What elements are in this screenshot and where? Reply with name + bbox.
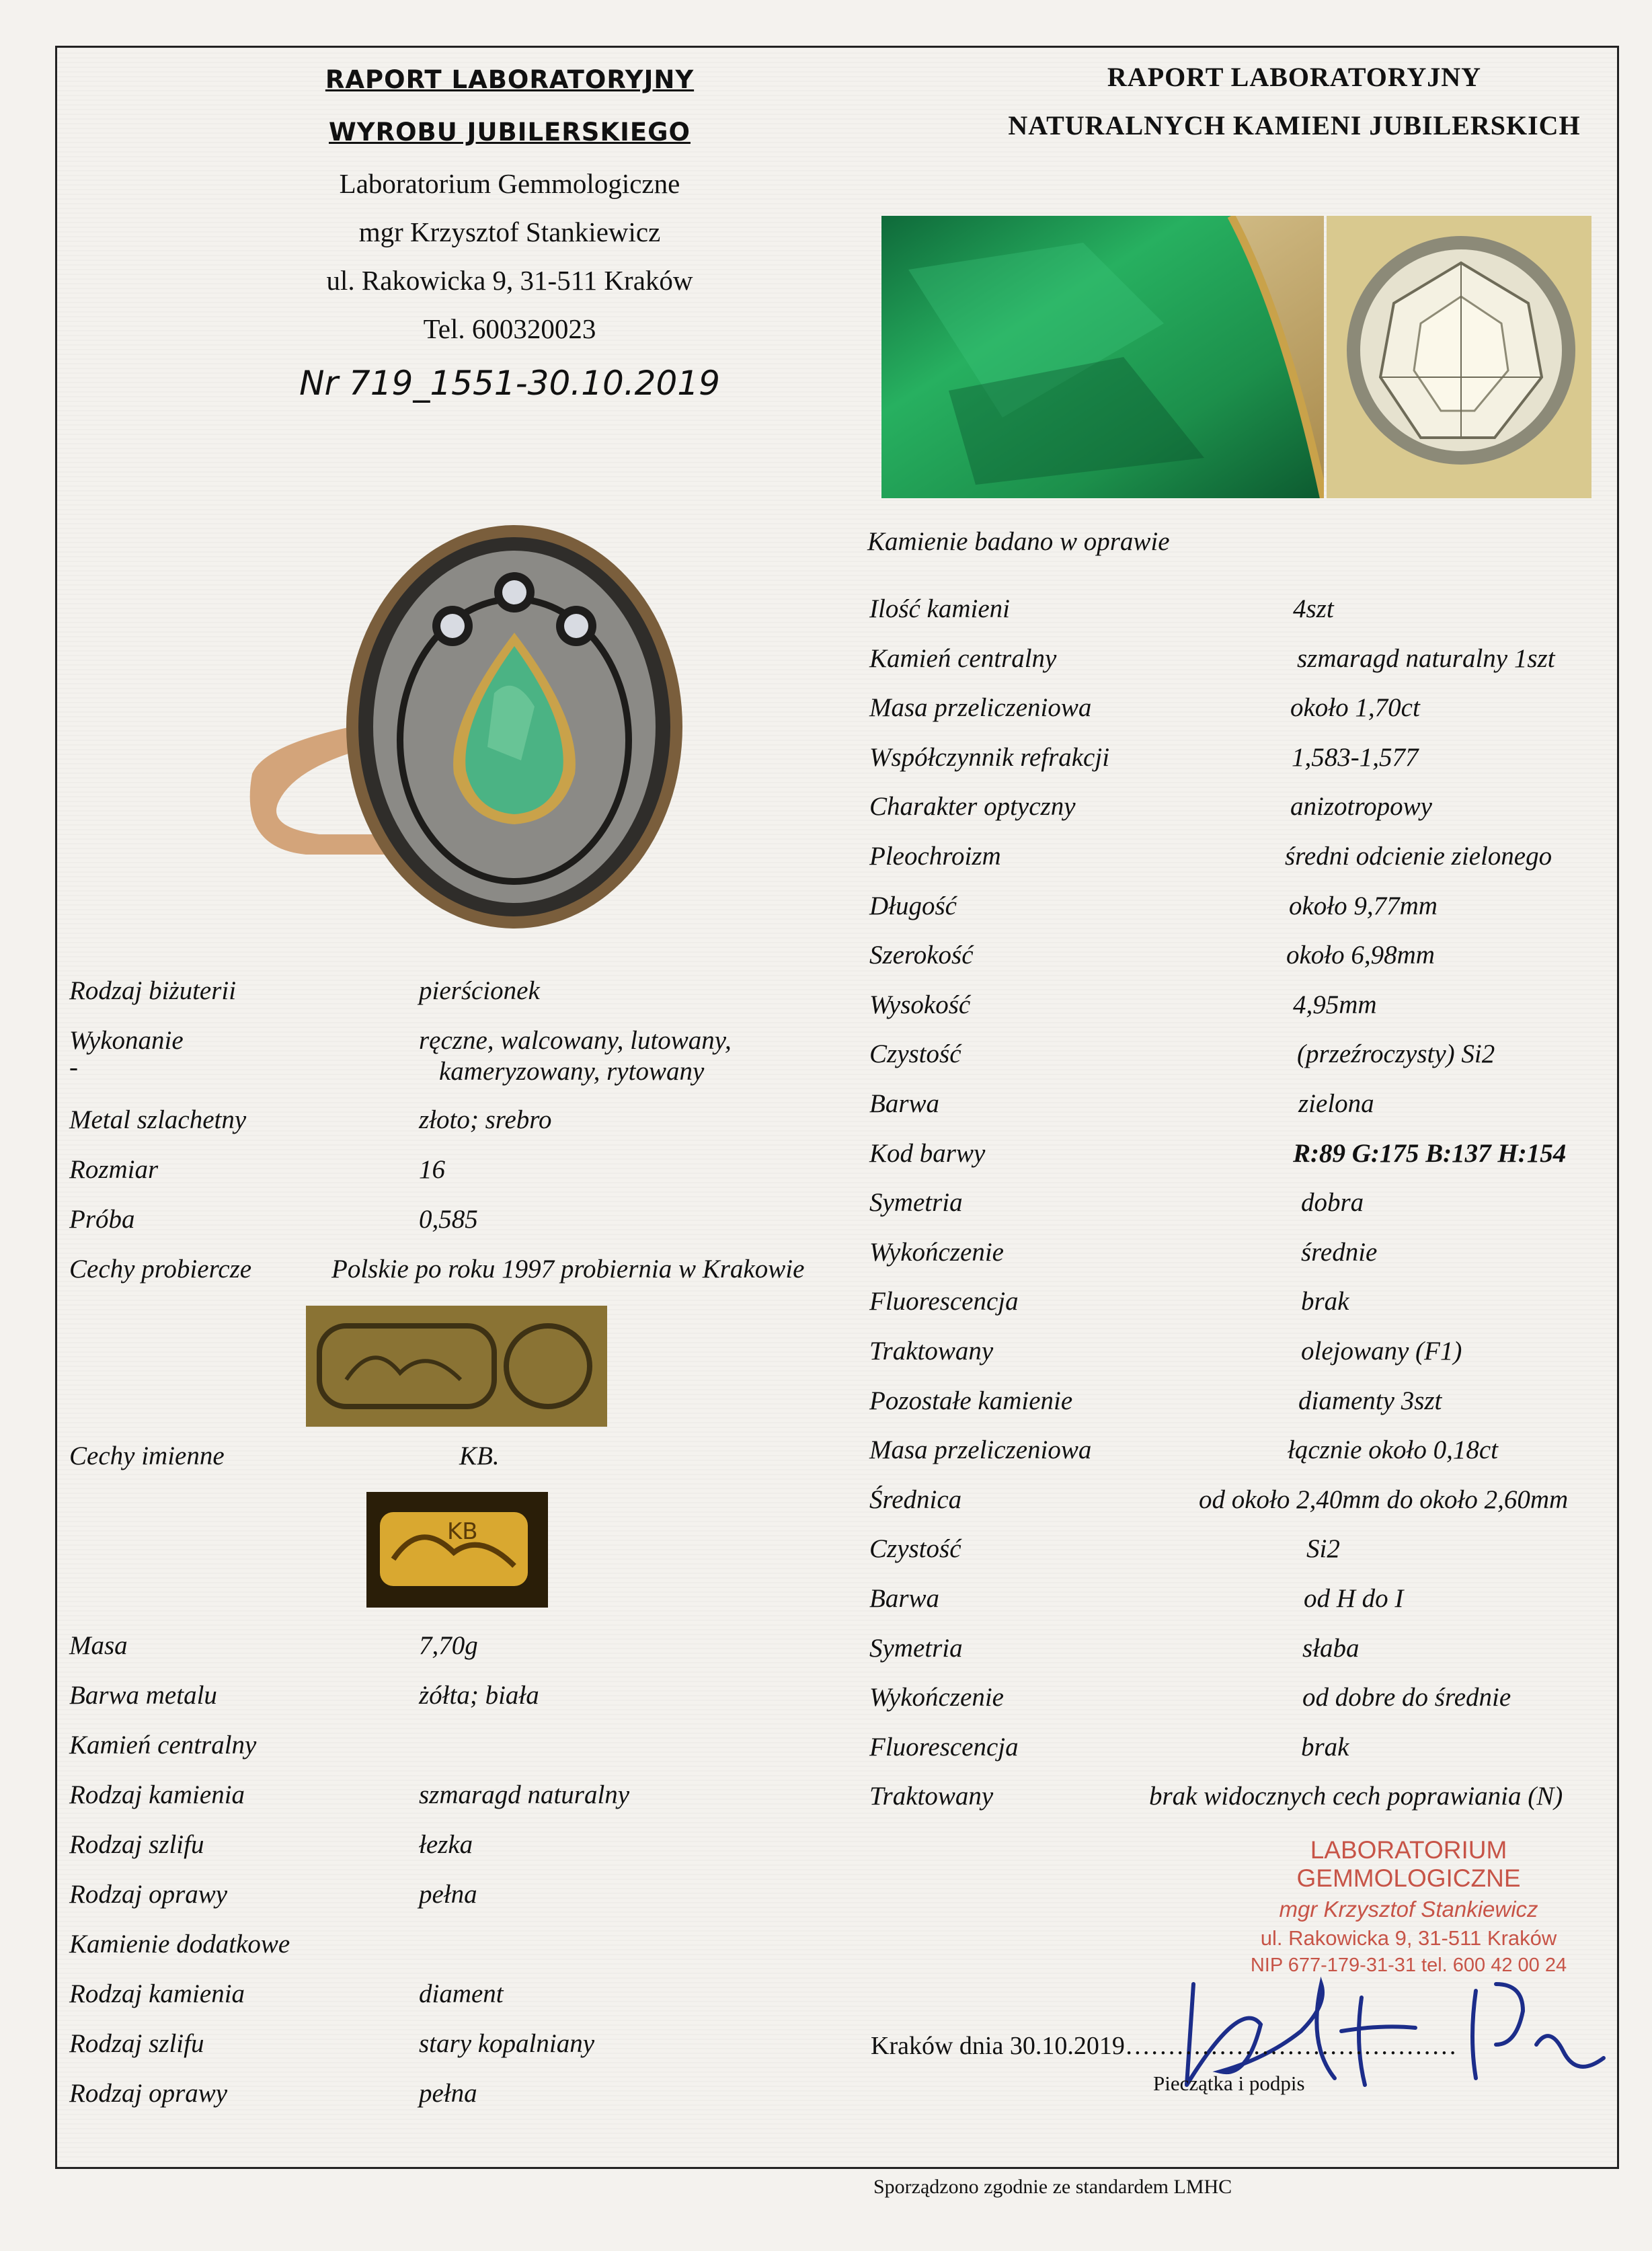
field-value: anizotropowy xyxy=(1290,792,1432,821)
field-label: Czystość xyxy=(869,1534,961,1563)
field-label: Pozostałe kamienie xyxy=(869,1386,1073,1415)
field-label: Barwa xyxy=(869,1584,940,1613)
field-label: Barwa metalu xyxy=(69,1681,217,1710)
field-label: Pleochroizm xyxy=(869,842,1001,871)
stamp-line3: ul. Rakowicka 9, 31-511 Kraków xyxy=(1260,1926,1557,1950)
field-value: szmaragd naturalny xyxy=(419,1780,630,1809)
field-value: KB. xyxy=(459,1442,500,1470)
field-value: złoto; srebro xyxy=(419,1105,552,1134)
place-date: Kraków dnia 30.10.2019 xyxy=(871,2032,1125,2060)
lab-phone: Tel. 600320023 xyxy=(423,313,596,344)
field-label: Traktowany xyxy=(869,1782,994,1811)
field-label: Rodzaj oprawy xyxy=(69,1880,228,1909)
field-value: pełna xyxy=(419,2079,477,2108)
field-label: Metal szlachetny xyxy=(69,1105,247,1134)
maker-mark-photo xyxy=(366,1492,548,1608)
field-label: Wysokość xyxy=(869,990,971,1019)
field-label: Ilość kamieni xyxy=(869,594,1011,623)
field-value: żółta; biała xyxy=(419,1681,539,1710)
left-title-line1: RAPORT LABORATORYJNY xyxy=(325,65,695,94)
field-label: Współczynnik refrakcji xyxy=(869,743,1110,772)
field-label: Kod barwy xyxy=(869,1139,986,1168)
field-value: Polskie po roku 1997 probiernia w Krakowie xyxy=(331,1255,805,1284)
field-label: Rodzaj szlifu xyxy=(69,2029,204,2058)
field-label: Kamienie dodatkowe xyxy=(69,1930,290,1959)
ring-photo xyxy=(225,518,750,949)
field-label: Czystość xyxy=(869,1039,961,1068)
field-label: Szerokość xyxy=(869,941,974,970)
field-value: 4,95mm xyxy=(1293,990,1377,1019)
field-value: łezka xyxy=(419,1830,473,1859)
field-label: Traktowany xyxy=(869,1337,994,1366)
field-label: Masa przeliczeniowa xyxy=(869,693,1092,722)
field-label: Rodzaj kamienia xyxy=(69,1780,245,1809)
field-label: Rodzaj biżuterii xyxy=(69,976,237,1005)
emerald-closeup-photo xyxy=(881,216,1324,498)
field-label: Średnica xyxy=(869,1485,962,1514)
field-label: Wykonanie xyxy=(69,1026,184,1055)
field-value: brak xyxy=(1301,1733,1349,1762)
field-value: 0,585 xyxy=(419,1205,478,1234)
field-value: diamenty 3szt xyxy=(1298,1386,1442,1415)
field-label: Symetria xyxy=(869,1188,963,1217)
field-value: ręczne, walcowany, lutowany, xyxy=(419,1026,732,1055)
field-label: Fluorescencja xyxy=(869,1287,1019,1316)
field-value: zielona xyxy=(1298,1089,1374,1118)
stamp-line2: mgr Krzysztof Stankiewicz xyxy=(1279,1897,1538,1922)
field-value: 4szt xyxy=(1293,594,1334,623)
field-value: 16 xyxy=(419,1155,445,1184)
lab-owner: mgr Krzysztof Stankiewicz xyxy=(358,216,661,247)
field-value: słaba xyxy=(1302,1634,1360,1663)
field-value-continued: kameryzowany, rytowany xyxy=(439,1057,705,1086)
field-value: średnie xyxy=(1301,1238,1378,1267)
assay-hallmark-photo xyxy=(306,1306,607,1427)
field-value: łącznie około 0,18ct xyxy=(1288,1435,1499,1464)
field-value: średni odcienie zielonego xyxy=(1285,842,1552,871)
field-value: szmaragd naturalny 1szt xyxy=(1297,644,1555,673)
field-value: od około 2,40mm do około 2,60mm xyxy=(1199,1485,1569,1514)
field-value: pełna xyxy=(419,1880,477,1909)
field-value: około 1,70ct xyxy=(1290,693,1420,722)
field-label: Cechy probiercze xyxy=(69,1255,252,1284)
stamp-line1: LABORATORIUM GEMMOLOGICZNE xyxy=(1296,1836,1521,1892)
field-value: od H do I xyxy=(1304,1584,1404,1613)
field-value: olejowany (F1) xyxy=(1301,1337,1462,1366)
field-value: brak xyxy=(1301,1287,1349,1316)
diamond-closeup-photo xyxy=(1327,216,1591,498)
signature-dots: ………………………………… xyxy=(1124,2032,1457,2060)
left-title-line2: WYROBU JUBILERSKIEGO xyxy=(329,118,691,147)
field-value: R:89 G:175 B:137 H:154 xyxy=(1293,1139,1567,1168)
field-label: Charakter optyczny xyxy=(869,792,1076,821)
stamp-line4: NIP 677-179-31-31 tel. 600 42 00 24 xyxy=(1250,1954,1567,1976)
field-label: Długość xyxy=(869,892,957,920)
field-label: Rodzaj kamienia xyxy=(69,1979,245,2008)
field-label: Wykończenie xyxy=(869,1683,1004,1712)
field-label: Masa przeliczeniowa xyxy=(869,1435,1092,1464)
field-label: Kamień centralny xyxy=(869,644,1057,673)
field-value: Si2 xyxy=(1306,1534,1340,1563)
lab-name: Laboratorium Gemmologiczne xyxy=(339,168,680,199)
footer-standard: Sporządzono zgodnie ze standardem LMHC xyxy=(873,2176,1232,2198)
field-label: Rodzaj szlifu xyxy=(69,1830,204,1859)
field-dash: - xyxy=(69,1053,78,1082)
field-value: 1,583-1,577 xyxy=(1292,743,1419,772)
field-value: około 9,77mm xyxy=(1289,892,1438,920)
field-value: około 6,98mm xyxy=(1286,941,1435,970)
lab-address: ul. Rakowicka 9, 31-511 Kraków xyxy=(326,265,693,296)
report-number: Nr 719_1551-30.10.2019 xyxy=(299,364,720,403)
right-intro: Kamienie badano w oprawie xyxy=(867,527,1170,556)
svg-text:KB: KB xyxy=(447,1518,478,1545)
field-label: Rozmiar xyxy=(69,1155,159,1184)
field-label: Kamień centralny xyxy=(69,1731,257,1760)
field-label: Próba xyxy=(69,1205,135,1234)
signature-caption: Pieczątka i podpis xyxy=(1153,2071,1305,2095)
right-title-line2: NATURALNYCH KAMIENI JUBILERSKICH xyxy=(1008,110,1581,141)
field-value: dobra xyxy=(1301,1188,1364,1217)
field-value: (przeźroczysty) Si2 xyxy=(1297,1039,1495,1068)
field-value: brak widocznych cech poprawiania (N) xyxy=(1149,1782,1563,1811)
field-value: diament xyxy=(419,1979,504,2008)
field-value: od dobre do średnie xyxy=(1302,1683,1511,1712)
field-value: stary kopalniany xyxy=(419,2029,595,2058)
field-label: Wykończenie xyxy=(869,1238,1004,1267)
certificate-sheet xyxy=(55,46,1619,2198)
right-title-line1: RAPORT LABORATORYJNY xyxy=(1107,62,1482,92)
field-label: Rodzaj oprawy xyxy=(69,2079,228,2108)
field-value: pierścionek xyxy=(419,976,540,1005)
field-label: Cechy imienne xyxy=(69,1442,225,1470)
field-label: Symetria xyxy=(869,1634,963,1663)
field-label: Fluorescencja xyxy=(869,1733,1019,1762)
field-label: Barwa xyxy=(869,1089,940,1118)
signature-line xyxy=(871,2031,1457,2061)
field-label: Masa xyxy=(69,1631,128,1660)
field-value: 7,70g xyxy=(419,1631,478,1660)
